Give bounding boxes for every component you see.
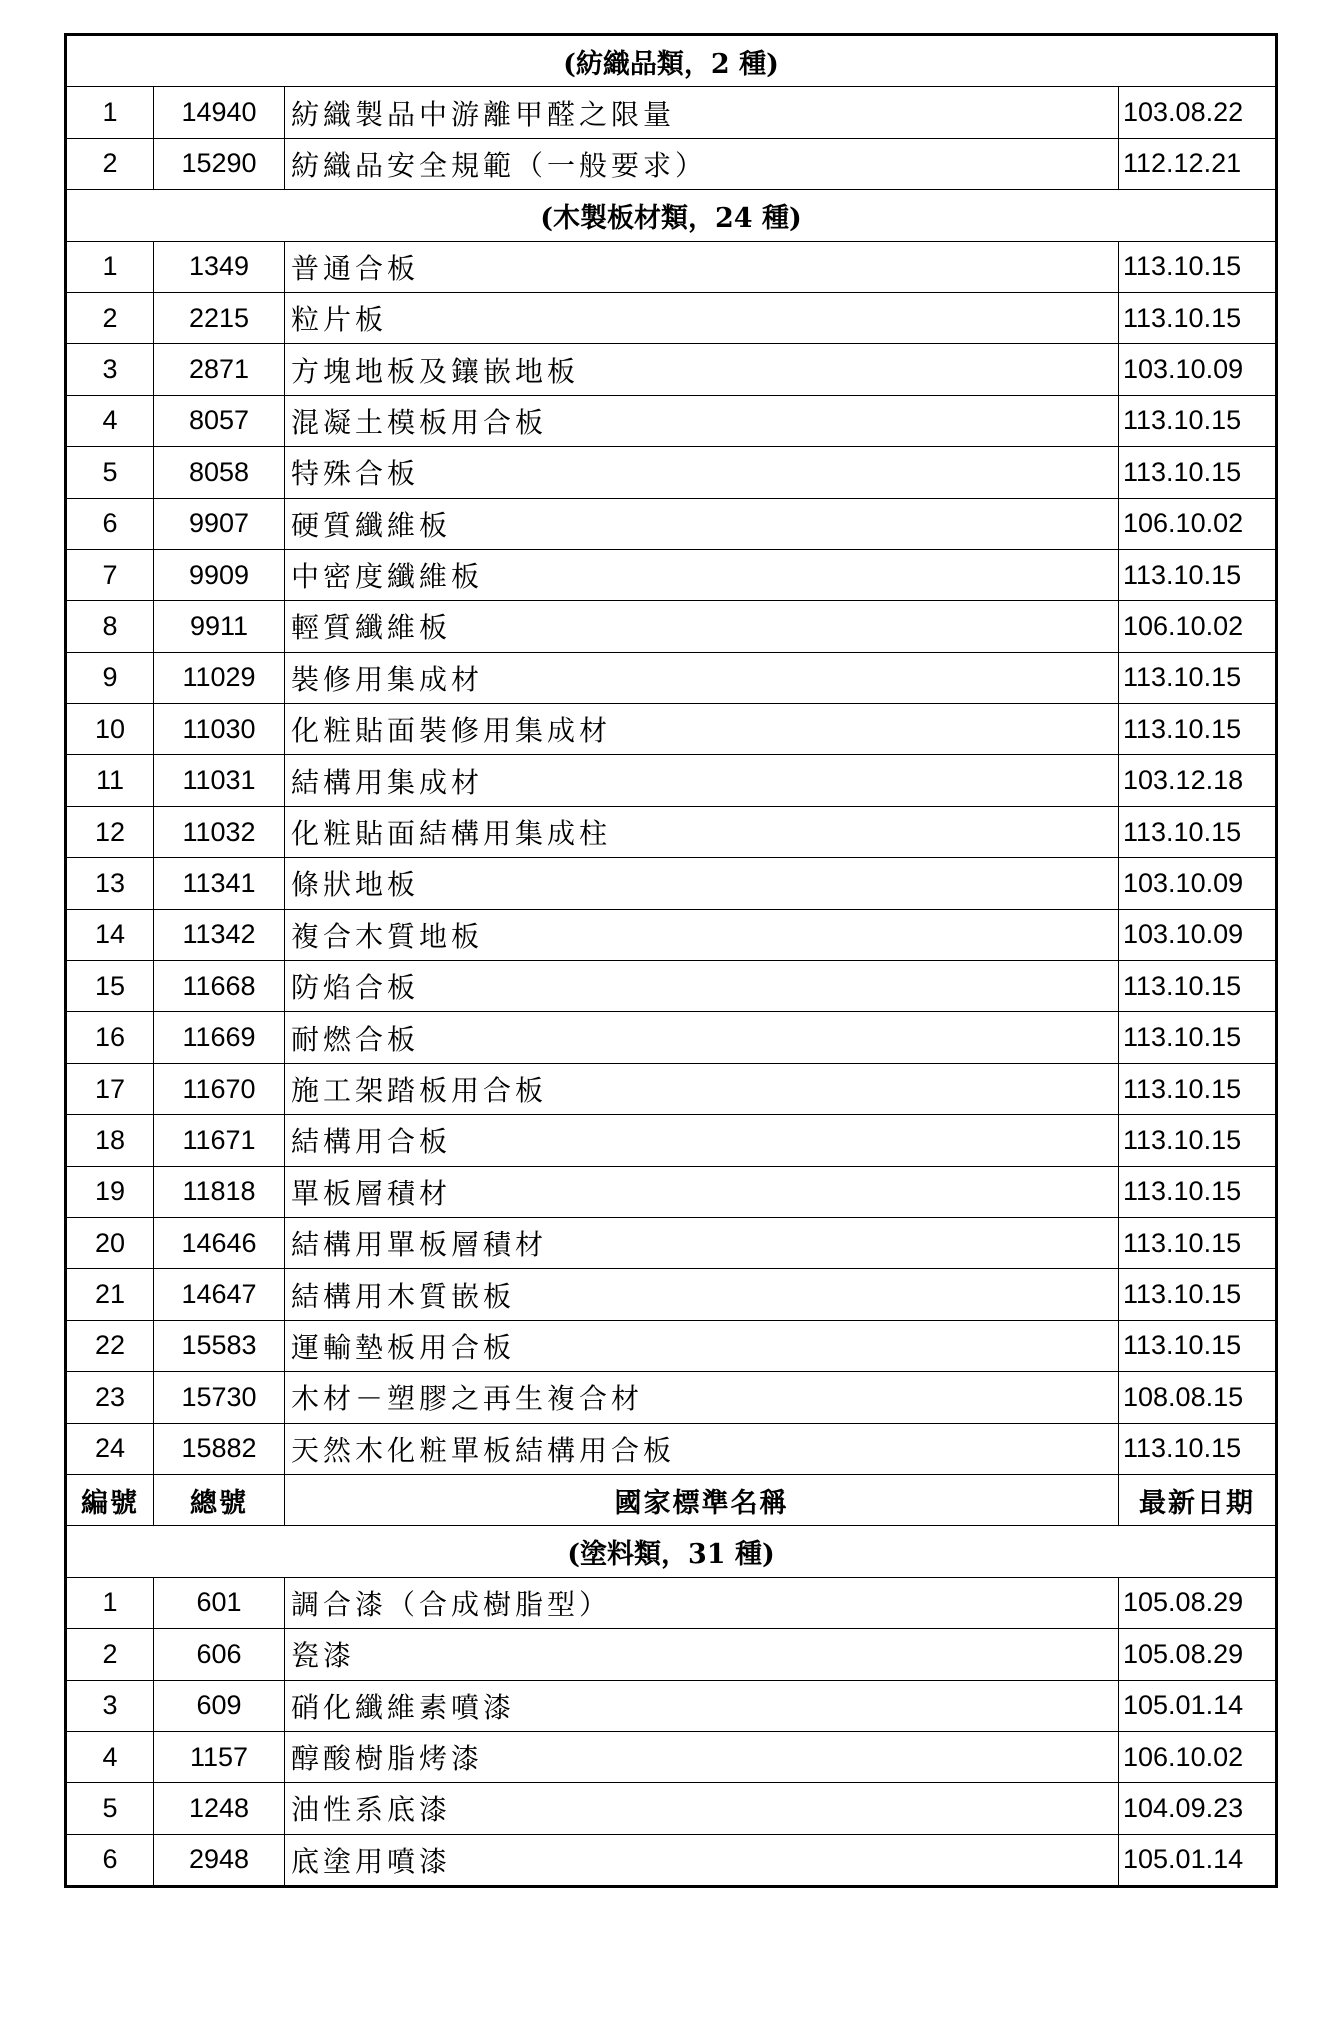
standards-table (64, 33, 1278, 1888)
cns-number: 11029 (154, 652, 285, 703)
column-header-row (66, 1474, 1277, 1525)
standard-name: 結構用單板層積材 (285, 1217, 1119, 1268)
latest-date: 103.08.22 (1119, 87, 1277, 138)
standard-name: 條狀地板 (285, 858, 1119, 909)
row-number: 6 (66, 1834, 154, 1886)
table-row (66, 1577, 1277, 1628)
table-row (66, 87, 1277, 138)
standards-table-body (66, 35, 1277, 1887)
standard-name: 複合木質地板 (285, 909, 1119, 960)
section-row (66, 190, 1277, 241)
cns-number: 11671 (154, 1115, 285, 1166)
standard-name: 底塗用噴漆 (285, 1834, 1119, 1886)
cns-number: 1349 (154, 241, 285, 292)
cns-number: 9907 (154, 498, 285, 549)
table-row (66, 1012, 1277, 1063)
cns-number: 11818 (154, 1166, 285, 1217)
cns-number: 11031 (154, 755, 285, 806)
cns-number: 2948 (154, 1834, 285, 1886)
table-row (66, 704, 1277, 755)
row-number: 19 (66, 1166, 154, 1217)
standard-name: 輕質纖維板 (285, 601, 1119, 652)
cns-number: 11668 (154, 961, 285, 1012)
table-row (66, 961, 1277, 1012)
latest-date: 103.10.09 (1119, 344, 1277, 395)
table-row (66, 652, 1277, 703)
table-row (66, 138, 1277, 189)
row-number: 5 (66, 447, 154, 498)
row-number: 13 (66, 858, 154, 909)
cns-number: 11341 (154, 858, 285, 909)
row-number: 4 (66, 1731, 154, 1782)
section-title: (塗料類，31 種) (66, 1526, 1277, 1577)
table-row (66, 1269, 1277, 1320)
latest-date: 113.10.15 (1119, 704, 1277, 755)
standard-name: 方塊地板及鑲嵌地板 (285, 344, 1119, 395)
latest-date: 113.10.15 (1119, 806, 1277, 857)
cns-number: 2871 (154, 344, 285, 395)
table-row (66, 909, 1277, 960)
standard-name: 施工架踏板用合板 (285, 1063, 1119, 1114)
latest-date: 103.10.09 (1119, 909, 1277, 960)
standard-name: 結構用集成材 (285, 755, 1119, 806)
header-no: 編號 (66, 1474, 154, 1525)
standard-name: 硬質纖維板 (285, 498, 1119, 549)
row-number: 2 (66, 138, 154, 189)
section-title: (紡織品類，2 種) (66, 35, 1277, 87)
standard-name: 瓷漆 (285, 1629, 1119, 1680)
latest-date: 113.10.15 (1119, 1063, 1277, 1114)
cns-number: 14646 (154, 1217, 285, 1268)
latest-date: 105.01.14 (1119, 1834, 1277, 1886)
table-row (66, 601, 1277, 652)
cns-number: 11032 (154, 806, 285, 857)
row-number: 2 (66, 292, 154, 343)
row-number: 23 (66, 1372, 154, 1423)
row-number: 15 (66, 961, 154, 1012)
row-number: 1 (66, 87, 154, 138)
latest-date: 113.10.15 (1119, 447, 1277, 498)
row-number: 16 (66, 1012, 154, 1063)
latest-date: 113.10.15 (1119, 1115, 1277, 1166)
table-row (66, 1680, 1277, 1731)
row-number: 4 (66, 395, 154, 446)
standard-name: 粒片板 (285, 292, 1119, 343)
cns-number: 1157 (154, 1731, 285, 1782)
table-row (66, 755, 1277, 806)
latest-date: 113.10.15 (1119, 549, 1277, 600)
row-number: 5 (66, 1783, 154, 1834)
latest-date: 113.10.15 (1119, 1012, 1277, 1063)
latest-date: 113.10.15 (1119, 961, 1277, 1012)
cns-number: 8057 (154, 395, 285, 446)
latest-date: 113.10.15 (1119, 395, 1277, 446)
standard-name: 紡織製品中游離甲醛之限量 (285, 87, 1119, 138)
standard-name: 耐燃合板 (285, 1012, 1119, 1063)
cns-number: 15882 (154, 1423, 285, 1474)
latest-date: 106.10.02 (1119, 498, 1277, 549)
standard-name: 特殊合板 (285, 447, 1119, 498)
row-number: 21 (66, 1269, 154, 1320)
row-number: 6 (66, 498, 154, 549)
standard-name: 單板層積材 (285, 1166, 1119, 1217)
row-number: 20 (66, 1217, 154, 1268)
cns-number: 11342 (154, 909, 285, 960)
latest-date: 105.08.29 (1119, 1577, 1277, 1628)
row-number: 3 (66, 1680, 154, 1731)
standard-name: 硝化纖維素噴漆 (285, 1680, 1119, 1731)
standard-name: 結構用木質嵌板 (285, 1269, 1119, 1320)
latest-date: 104.09.23 (1119, 1783, 1277, 1834)
table-row (66, 344, 1277, 395)
row-number: 12 (66, 806, 154, 857)
cns-number: 15730 (154, 1372, 285, 1423)
row-number: 10 (66, 704, 154, 755)
cns-number: 8058 (154, 447, 285, 498)
standard-name: 結構用合板 (285, 1115, 1119, 1166)
row-number: 18 (66, 1115, 154, 1166)
cns-number: 11670 (154, 1063, 285, 1114)
latest-date: 113.10.15 (1119, 1423, 1277, 1474)
cns-number: 15290 (154, 138, 285, 189)
table-row (66, 447, 1277, 498)
latest-date: 103.10.09 (1119, 858, 1277, 909)
cns-number: 609 (154, 1680, 285, 1731)
latest-date: 105.01.14 (1119, 1680, 1277, 1731)
table-row (66, 1629, 1277, 1680)
row-number: 8 (66, 601, 154, 652)
table-row (66, 241, 1277, 292)
section-title: (木製板材類，24 種) (66, 190, 1277, 241)
table-row (66, 292, 1277, 343)
section-row (66, 1526, 1277, 1577)
header-name: 國家標準名稱 (285, 1474, 1119, 1525)
table-row (66, 1217, 1277, 1268)
table-row (66, 395, 1277, 446)
cns-number: 1248 (154, 1783, 285, 1834)
latest-date: 113.10.15 (1119, 241, 1277, 292)
latest-date: 108.08.15 (1119, 1372, 1277, 1423)
latest-date: 113.10.15 (1119, 1269, 1277, 1320)
cns-number: 2215 (154, 292, 285, 343)
latest-date: 103.12.18 (1119, 755, 1277, 806)
row-number: 24 (66, 1423, 154, 1474)
row-number: 1 (66, 241, 154, 292)
cns-number: 15583 (154, 1320, 285, 1371)
row-number: 9 (66, 652, 154, 703)
cns-number: 14647 (154, 1269, 285, 1320)
cns-number: 11669 (154, 1012, 285, 1063)
standard-name: 化粧貼面裝修用集成材 (285, 704, 1119, 755)
standard-name: 混凝土模板用合板 (285, 395, 1119, 446)
latest-date: 113.10.15 (1119, 1217, 1277, 1268)
cns-number: 9911 (154, 601, 285, 652)
cns-number: 14940 (154, 87, 285, 138)
cns-number: 606 (154, 1629, 285, 1680)
table-row (66, 1166, 1277, 1217)
row-number: 17 (66, 1063, 154, 1114)
latest-date: 113.10.15 (1119, 292, 1277, 343)
row-number: 1 (66, 1577, 154, 1628)
table-row (66, 1320, 1277, 1371)
latest-date: 113.10.15 (1119, 1166, 1277, 1217)
header-date: 最新日期 (1119, 1474, 1277, 1525)
latest-date: 106.10.02 (1119, 601, 1277, 652)
standard-name: 油性系底漆 (285, 1783, 1119, 1834)
row-number: 7 (66, 549, 154, 600)
table-row (66, 1115, 1277, 1166)
section-row (66, 35, 1277, 87)
standard-name: 普通合板 (285, 241, 1119, 292)
standard-name: 調合漆（合成樹脂型） (285, 1577, 1119, 1628)
latest-date: 113.10.15 (1119, 652, 1277, 703)
standard-name: 醇酸樹脂烤漆 (285, 1731, 1119, 1782)
row-number: 22 (66, 1320, 154, 1371)
table-row (66, 1834, 1277, 1886)
standard-name: 運輸墊板用合板 (285, 1320, 1119, 1371)
latest-date: 106.10.02 (1119, 1731, 1277, 1782)
cns-number: 11030 (154, 704, 285, 755)
cns-number: 601 (154, 1577, 285, 1628)
latest-date: 113.10.15 (1119, 1320, 1277, 1371)
standard-name: 裝修用集成材 (285, 652, 1119, 703)
row-number: 3 (66, 344, 154, 395)
cns-number: 9909 (154, 549, 285, 600)
row-number: 2 (66, 1629, 154, 1680)
table-row (66, 858, 1277, 909)
table-row (66, 1372, 1277, 1423)
standard-name: 天然木化粧單板結構用合板 (285, 1423, 1119, 1474)
table-row (66, 1783, 1277, 1834)
table-row (66, 1731, 1277, 1782)
table-row (66, 1063, 1277, 1114)
header-cns: 總號 (154, 1474, 285, 1525)
table-row (66, 549, 1277, 600)
standard-name: 化粧貼面結構用集成柱 (285, 806, 1119, 857)
table-row (66, 806, 1277, 857)
standard-name: 中密度纖維板 (285, 549, 1119, 600)
latest-date: 112.12.21 (1119, 138, 1277, 189)
standard-name: 木材－塑膠之再生複合材 (285, 1372, 1119, 1423)
standard-name: 防焰合板 (285, 961, 1119, 1012)
table-row (66, 498, 1277, 549)
row-number: 14 (66, 909, 154, 960)
standard-name: 紡織品安全規範（一般要求） (285, 138, 1119, 189)
table-row (66, 1423, 1277, 1474)
row-number: 11 (66, 755, 154, 806)
latest-date: 105.08.29 (1119, 1629, 1277, 1680)
